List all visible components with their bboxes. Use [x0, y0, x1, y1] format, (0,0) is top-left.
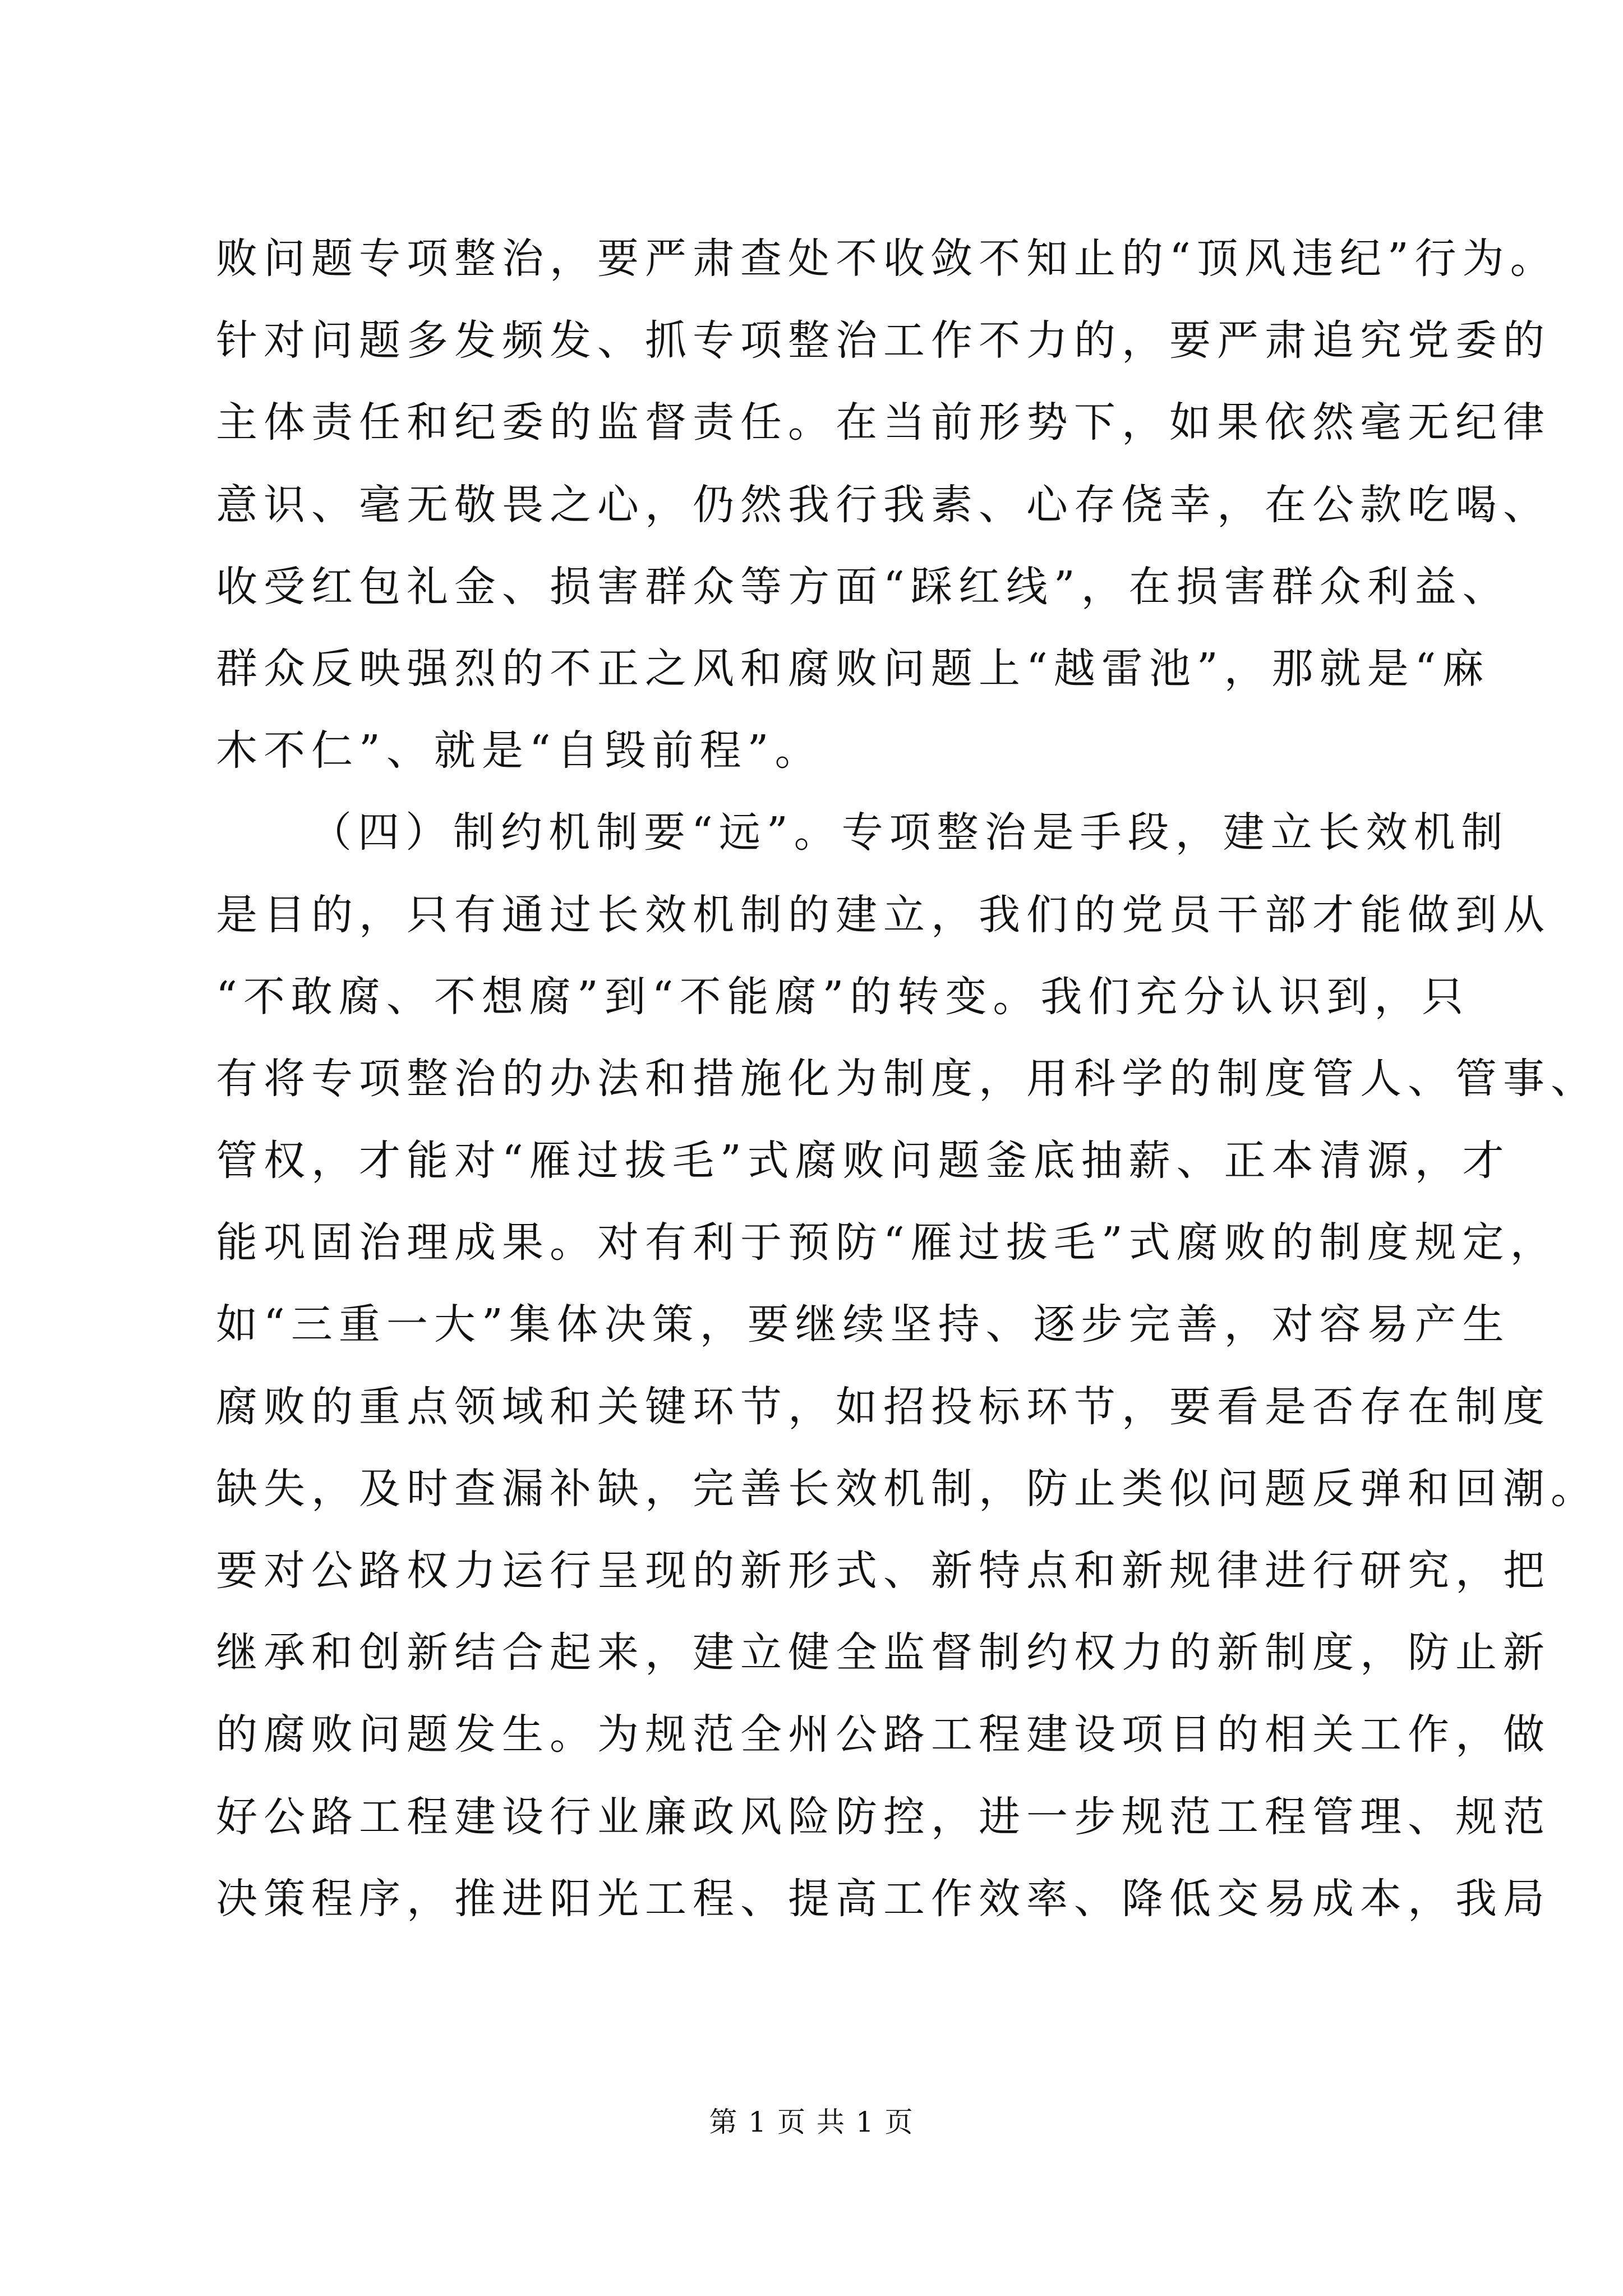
- page-footer: [0, 2102, 1623, 2142]
- text-line: 管权，才能对“雁过拔毛”式腐败问题釜底抽薪、正本清源，才: [216, 1137, 1510, 1185]
- body-text: [216, 218, 1598, 1940]
- text-line: 继承和创新结合起来，建立健全监督制约权力的新制度，防止新: [216, 1628, 1551, 1677]
- text-line: 腐败的重点领域和关键环节，如招投标环节，要看是否存在制度: [216, 1382, 1551, 1431]
- text-line: 的腐败问题发生。为规范全州公路工程建设项目的相关工作，做: [216, 1710, 1551, 1759]
- page-number-label: 第 1 页 共 1 页: [709, 2106, 914, 2138]
- text-line: 木不仁”、就是“自毁前程”。: [216, 726, 823, 775]
- text-line: “不敢腐、不想腐”到“不能腐”的转变。我们充分认识到，只: [216, 972, 1470, 1021]
- text-line: 缺失，及时查漏补缺，完善长效机制，防止类似问题反弹和回潮。: [216, 1464, 1598, 1513]
- text-line: 收受红包礼金、损害群众等方面“踩红线”，在损害群众利益、: [216, 562, 1510, 611]
- text-line: 主体责任和纪委的监督责任。在当前形势下，如果依然毫无纪律: [216, 398, 1551, 447]
- text-line: 针对问题多发频发、抓专项整治工作不力的，要严肃追究党委的: [216, 316, 1551, 365]
- text-line: 有将专项整治的办法和措施化为制度，用科学的制度管人、管事、: [216, 1054, 1598, 1103]
- text-line: 能巩固治理成果。对有利于预防“雁过拔毛”式腐败的制度规定，: [216, 1218, 1558, 1267]
- text-line: 败问题专项整治，要严肃查处不收敛不知止的“顶风违纪”行为。: [216, 234, 1558, 283]
- text-line: 决策程序，推进阳光工程、提高工作效率、降低交易成本，我局: [216, 1874, 1551, 1923]
- text-line: 是目的，只有通过长效机制的建立，我们的党员干部才能做到从: [216, 890, 1551, 939]
- text-line: 要对公路权力运行呈现的新形式、新特点和新规律进行研究，把: [216, 1547, 1551, 1595]
- text-line: 如“三重一大”集体决策，要继续坚持、逐步完善，对容易产生: [216, 1300, 1510, 1349]
- text-line: 好公路工程建设行业廉政风险防控，进一步规范工程管理、规范: [216, 1792, 1551, 1841]
- section-heading-line: （四）制约机制要“远”。专项整治是手段，建立长效机制: [310, 808, 1509, 857]
- text-line: 意识、毫无敬畏之心，仍然我行我素、心存侥幸，在公款吃喝、: [216, 480, 1551, 529]
- text-line: 群众反映强烈的不正之风和腐败问题上“越雷池”，那就是“麻: [216, 644, 1490, 693]
